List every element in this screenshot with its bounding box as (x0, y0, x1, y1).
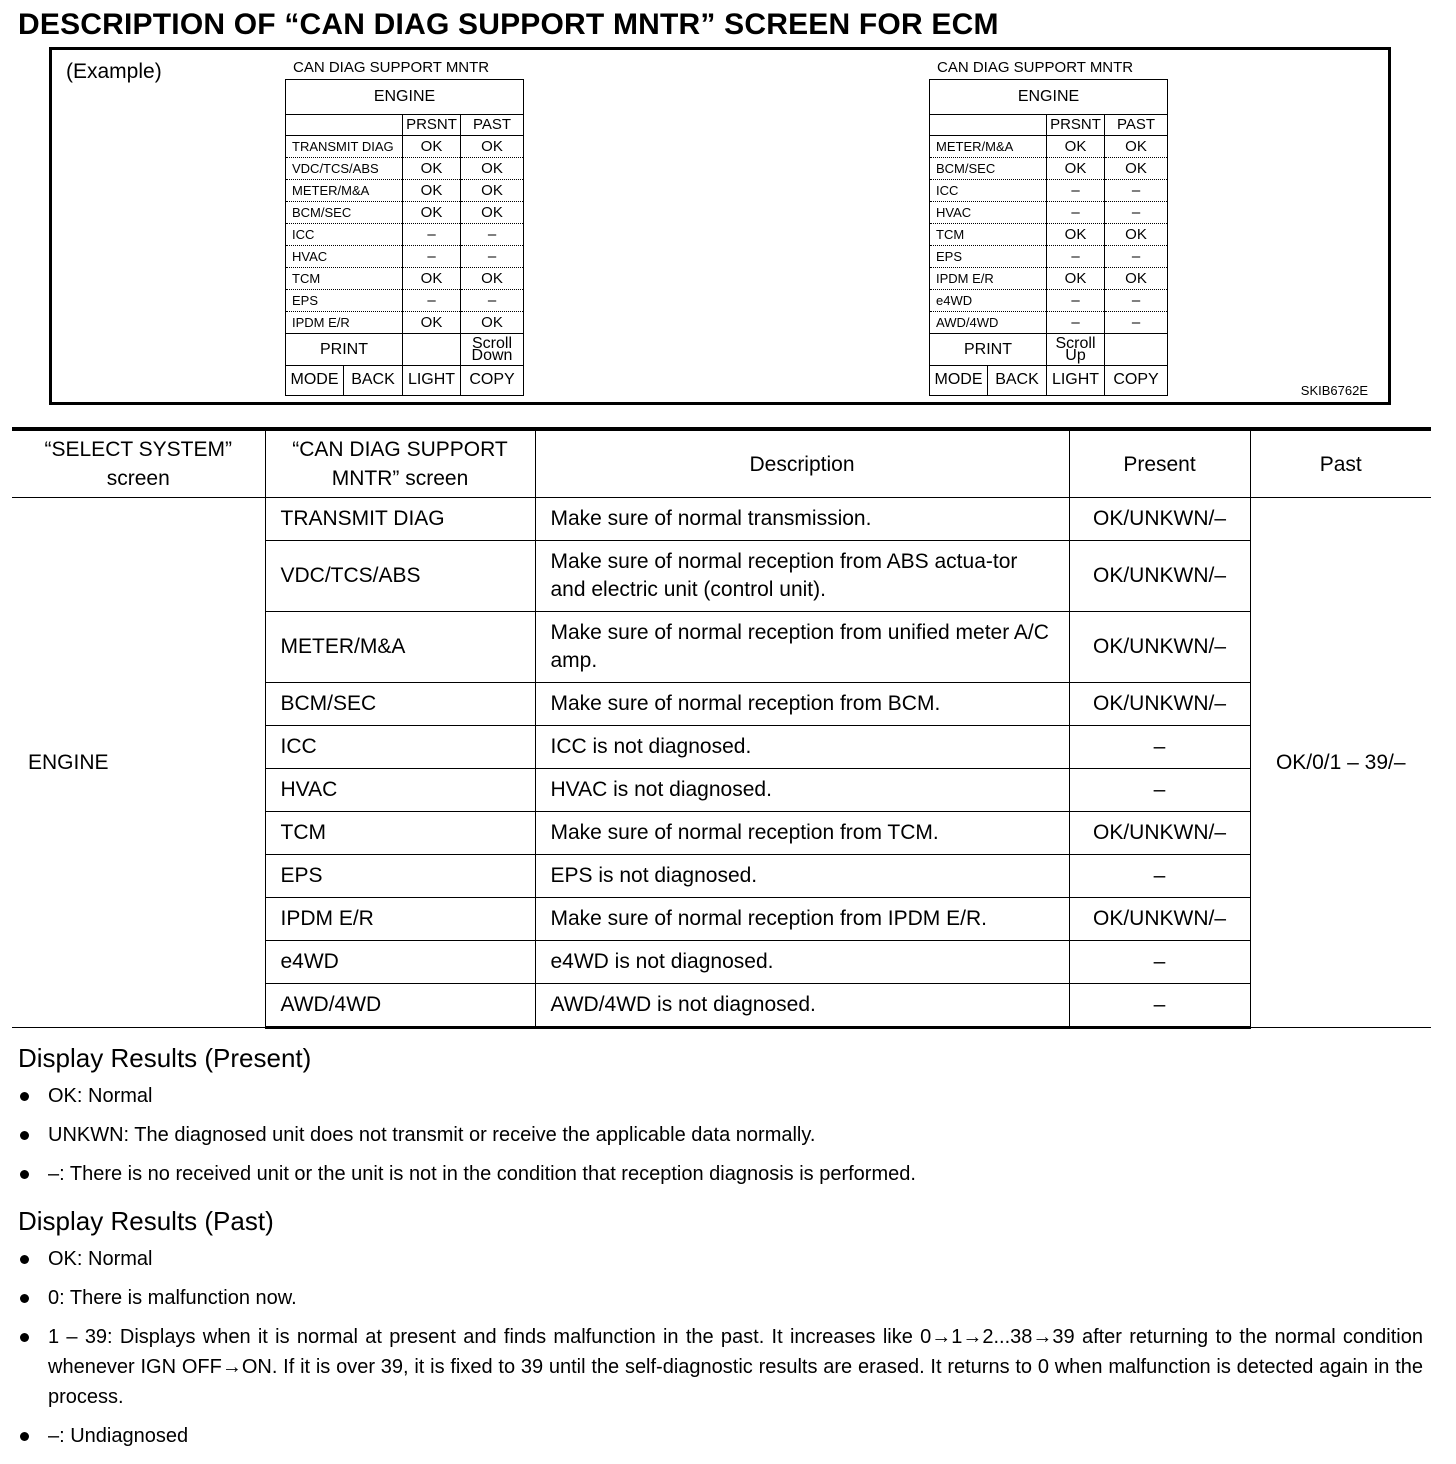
screen-row (930, 136, 1168, 158)
legend-present-heading: Display Results (Present) (18, 1043, 312, 1073)
screen-header: ENGINE (930, 80, 1168, 115)
row-past: – (1105, 312, 1168, 334)
row-past: OK (1105, 268, 1168, 290)
item-cell: IPDM E/R (265, 898, 535, 941)
consult-screen-2 (929, 59, 1167, 396)
col-header-past: Past (1250, 429, 1431, 498)
row-present: – (1047, 180, 1105, 202)
row-past: – (1105, 290, 1168, 312)
row-name: VDC/TCS/ABS (286, 158, 403, 180)
description-cell: Make sure of normal transmission. (535, 498, 1069, 541)
row-past: – (1105, 180, 1168, 202)
row-past: OK (461, 268, 524, 290)
row-present: – (403, 290, 461, 312)
row-name: IPDM E/R (930, 268, 1047, 290)
screen-table (929, 79, 1168, 366)
item-cell: ICC (265, 726, 535, 769)
row-name: METER/M&A (286, 180, 403, 202)
example-label: (Example) (66, 60, 162, 83)
scroll-up-button[interactable] (403, 334, 461, 366)
description-cell: Make sure of normal reception from TCM. (535, 812, 1069, 855)
row-past: OK (461, 312, 524, 334)
row-name: AWD/4WD (930, 312, 1047, 334)
row-name: TCM (286, 268, 403, 290)
screen-row (286, 180, 524, 202)
row-past: – (1105, 246, 1168, 268)
item-cell: BCM/SEC (265, 683, 535, 726)
row-name: e4WD (930, 290, 1047, 312)
present-cell: OK/UNKWN/– (1069, 498, 1250, 541)
present-cell: – (1069, 769, 1250, 812)
screen-bottom-buttons (929, 365, 1168, 396)
screen-header: ENGINE (286, 80, 524, 115)
row-name: HVAC (930, 202, 1047, 224)
screen-row (930, 246, 1168, 268)
screen-row (286, 224, 524, 246)
system-cell: ENGINE (12, 498, 265, 1028)
screen-row (930, 202, 1168, 224)
light-button[interactable]: LIGHT (403, 365, 461, 395)
past-col-header: PAST (461, 115, 524, 136)
print-button[interactable]: PRINT (930, 334, 1047, 366)
blank-header (930, 115, 1047, 136)
item-cell: VDC/TCS/ABS (265, 541, 535, 612)
description-cell: AWD/4WD is not diagnosed. (535, 984, 1069, 1028)
row-name: ICC (930, 180, 1047, 202)
legend-item: OK: Normal (18, 1081, 1423, 1111)
scroll-down-button[interactable] (1105, 334, 1168, 366)
row-present: OK (1047, 224, 1105, 246)
screen-row (286, 136, 524, 158)
screen-row (930, 268, 1168, 290)
row-name: HVAC (286, 246, 403, 268)
row-present: – (1047, 202, 1105, 224)
legend-item: 0: There is malfunction now. (18, 1283, 1423, 1313)
scroll-down-button[interactable]: Scroll Down (461, 334, 524, 366)
screen-row (286, 246, 524, 268)
past-col-header: PAST (1105, 115, 1168, 136)
item-cell: HVAC (265, 769, 535, 812)
item-cell: TCM (265, 812, 535, 855)
screen-row (930, 180, 1168, 202)
screen-rows (930, 136, 1168, 334)
legend-past-heading: Display Results (Past) (18, 1206, 274, 1236)
back-button[interactable]: BACK (344, 365, 403, 395)
row-present: OK (403, 158, 461, 180)
present-cell: OK/UNKWN/– (1069, 683, 1250, 726)
row-present: OK (403, 202, 461, 224)
item-cell: METER/M&A (265, 612, 535, 683)
present-col-header: PRSNT (403, 115, 461, 136)
legend-item: –: Undiagnosed (18, 1421, 1423, 1451)
screen-caption: CAN DIAG SUPPORT MNTR (937, 59, 1134, 76)
screen-row (930, 224, 1168, 246)
row-past: OK (1105, 224, 1168, 246)
row-present: – (403, 246, 461, 268)
screen-row (930, 312, 1168, 334)
description-cell: Make sure of normal reception from unified meter A/C amp. (535, 612, 1069, 683)
description-cell: Make sure of normal reception from ABS actua-tor and electric unit (control unit). (535, 541, 1069, 612)
row-present: – (403, 224, 461, 246)
row-past: OK (461, 136, 524, 158)
item-cell: TRANSMIT DIAG (265, 498, 535, 541)
row-name: EPS (930, 246, 1047, 268)
screen-row (286, 312, 524, 334)
present-cell: OK/UNKWN/– (1069, 541, 1250, 612)
col-header-select-system: “SELECT SYSTEM” screen (12, 429, 265, 498)
figure-id: SKIB6762E (1300, 383, 1368, 398)
row-past: OK (461, 158, 524, 180)
screen-caption: CAN DIAG SUPPORT MNTR (293, 59, 490, 76)
table-row (12, 498, 1431, 541)
row-name: BCM/SEC (930, 158, 1047, 180)
screen-row (286, 158, 524, 180)
row-name: METER/M&A (930, 136, 1047, 158)
item-cell: e4WD (265, 941, 535, 984)
row-name: TCM (930, 224, 1047, 246)
present-cell: OK/UNKWN/– (1069, 612, 1250, 683)
blank-header (286, 115, 403, 136)
present-cell: OK/UNKWN/– (1069, 812, 1250, 855)
row-present: OK (1047, 136, 1105, 158)
print-button[interactable]: PRINT (286, 334, 403, 366)
item-cell: AWD/4WD (265, 984, 535, 1028)
row-past: – (461, 290, 524, 312)
past-cell: OK/0/1 – 39/– (1250, 498, 1431, 1028)
col-header-present: Present (1069, 429, 1250, 498)
row-past: – (1105, 202, 1168, 224)
description-cell: Make sure of normal reception from BCM. (535, 683, 1069, 726)
row-present: OK (403, 180, 461, 202)
row-name: EPS (286, 290, 403, 312)
back-button[interactable]: BACK (988, 365, 1047, 395)
row-name: ICC (286, 224, 403, 246)
row-present: OK (403, 268, 461, 290)
present-cell: OK/UNKWN/– (1069, 898, 1250, 941)
row-present: OK (1047, 268, 1105, 290)
copy-button[interactable]: COPY (461, 365, 524, 395)
legend-item: 1 – 39: Displays when it is normal at present and finds malfunction in the past. It increases like 0→1→2...38→39 after returning to the normal condition whenever IGN OFF→ON. If it is over 39, it is fixed to 39 until the self-diagnostic results are erased. It returns to 0 when malfunction is detected again in the process. (18, 1322, 1423, 1412)
legend-item: –: There is no received unit or the unit is not in the condition that reception diagnosis is performed. (18, 1159, 1423, 1189)
scroll-up-button[interactable]: Scroll Up (1047, 334, 1105, 366)
present-cell: – (1069, 726, 1250, 769)
screen-row (930, 158, 1168, 180)
legend-item: UNKWN: The diagnosed unit does not transmit or receive the applicable data normally. (18, 1120, 1423, 1150)
row-past: OK (1105, 136, 1168, 158)
present-cell: – (1069, 984, 1250, 1028)
screen-row (286, 290, 524, 312)
screen-row (930, 290, 1168, 312)
screen-rows (286, 136, 524, 334)
legend-past (18, 1203, 1423, 1460)
row-present: – (1047, 290, 1105, 312)
present-cell: – (1069, 941, 1250, 984)
row-past: – (461, 224, 524, 246)
copy-button[interactable]: COPY (1105, 365, 1168, 395)
row-name: IPDM E/R (286, 312, 403, 334)
page-title: DESCRIPTION OF “CAN DIAG SUPPORT MNTR” SCREEN FOR ECM (18, 8, 999, 41)
screen-table (285, 79, 524, 366)
row-past: OK (461, 180, 524, 202)
row-name: BCM/SEC (286, 202, 403, 224)
description-cell: HVAC is not diagnosed. (535, 769, 1069, 812)
description-cell: EPS is not diagnosed. (535, 855, 1069, 898)
row-past: OK (461, 202, 524, 224)
legend-present (18, 1040, 1423, 1198)
row-present: OK (403, 136, 461, 158)
mode-button[interactable]: MODE (286, 365, 344, 395)
description-table (12, 427, 1431, 1029)
description-cell: ICC is not diagnosed. (535, 726, 1069, 769)
description-cell: Make sure of normal reception from IPDM E/R. (535, 898, 1069, 941)
present-col-header: PRSNT (1047, 115, 1105, 136)
screen-row (286, 202, 524, 224)
item-cell: EPS (265, 855, 535, 898)
description-cell: e4WD is not diagnosed. (535, 941, 1069, 984)
screen-bottom-buttons (285, 365, 524, 396)
present-cell: – (1069, 855, 1250, 898)
light-button[interactable]: LIGHT (1047, 365, 1105, 395)
consult-screen-1 (285, 59, 523, 396)
col-header-description: Description (535, 429, 1069, 498)
example-figure (49, 47, 1391, 405)
row-present: – (1047, 312, 1105, 334)
row-name: TRANSMIT DIAG (286, 136, 403, 158)
legend-item: OK: Normal (18, 1244, 1423, 1274)
row-past: – (461, 246, 524, 268)
row-past: OK (1105, 158, 1168, 180)
row-present: OK (403, 312, 461, 334)
col-header-can-diag: “CAN DIAG SUPPORT MNTR” screen (265, 429, 535, 498)
screen-row (286, 268, 524, 290)
mode-button[interactable]: MODE (930, 365, 988, 395)
row-present: OK (1047, 158, 1105, 180)
row-present: – (1047, 246, 1105, 268)
